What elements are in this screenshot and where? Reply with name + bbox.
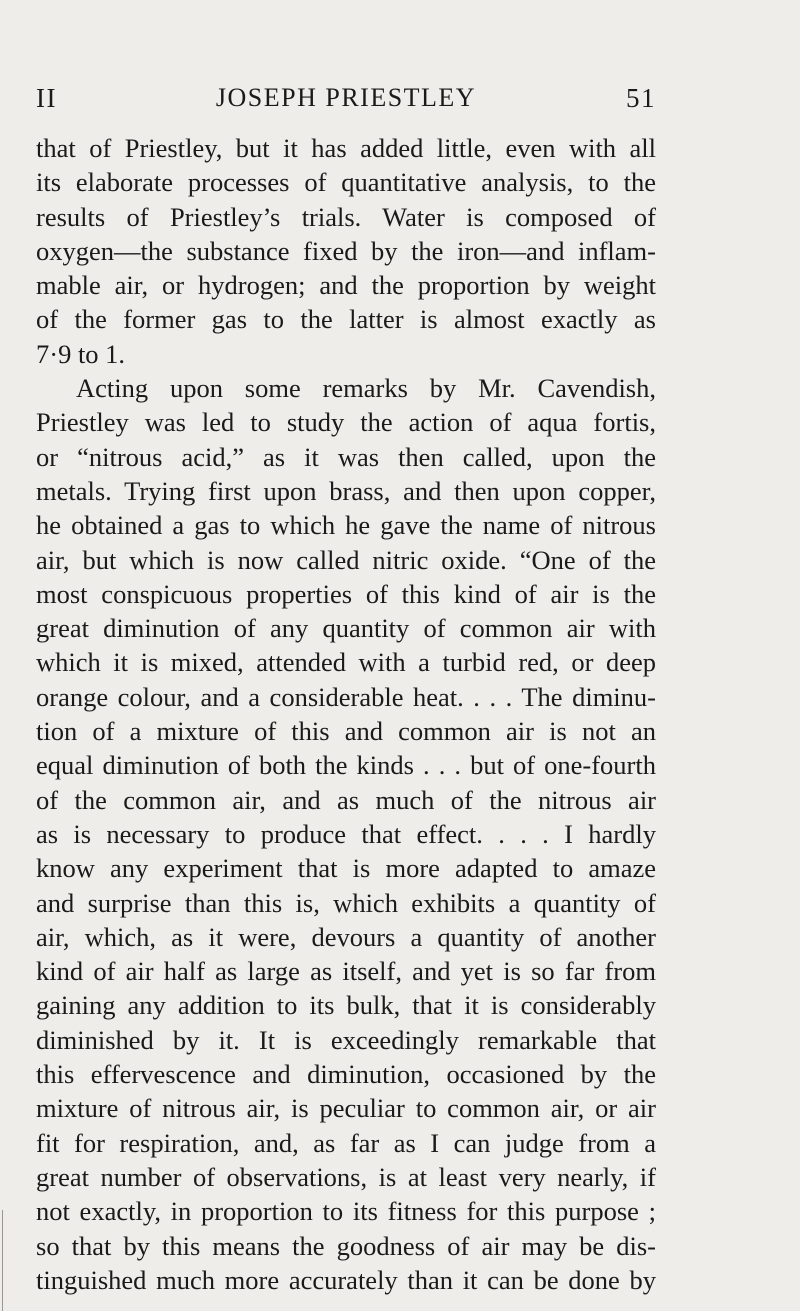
text-line: this effervescence and diminution, occasioned by the (36, 1059, 656, 1090)
text-line: mixture of nitrous air, is peculiar to common air, or air (36, 1093, 656, 1124)
text-line: Priestley was led to study the action of aqua fortis, (36, 407, 656, 438)
text-line: most conspicuous properties of this kind of air is the (36, 578, 656, 609)
text-line: fit for respiration, and, as far as I can judge from a (36, 1127, 656, 1158)
text-line: Acting upon some remarks by Mr. Cavendish, (76, 373, 656, 404)
text-line: or “nitrous acid,” as it was then called, upon the (36, 441, 656, 472)
chapter-number: II (36, 83, 57, 113)
page-edge-line (2, 1210, 3, 1311)
text-line: so that by this means the goodness of air may be dis- (36, 1230, 656, 1261)
text-line: great number of observations, is at least very nearly, if (36, 1161, 656, 1192)
text-line: oxygen—the substance fixed by the iron—and inflam- (36, 235, 656, 266)
text-line: results of Priestley’s trials. Water is composed of (36, 201, 656, 232)
text-line: he obtained a gas to which he gave the name of nitrous (36, 510, 656, 541)
running-title: JOSEPH PRIESTLEY (215, 83, 477, 112)
text-line: and surprise than this is, which exhibits a quantity of (36, 887, 656, 918)
text-line: that of Priestley, but it has added little, even with all (36, 133, 656, 163)
text-line: diminished by it. It is exceedingly remarkable that (36, 1024, 656, 1055)
text-line: metals. Trying first upon brass, and then upon copper, (36, 475, 656, 506)
text-line: of the former gas to the latter is almost exactly as (36, 304, 656, 335)
text-line: tion of a mixture of this and common air is not an (36, 716, 656, 747)
text-line: which it is mixed, attended with a turbid red, or deep (36, 647, 656, 678)
text-line: know any experiment that is more adapted to amaze (36, 853, 656, 884)
text-line: its elaborate processes of quantitative analysis, to the (36, 167, 656, 198)
text-line: tinguished much more accurately than it can be done by (36, 1264, 656, 1295)
text-line: of the common air, and as much of the nitrous air (36, 784, 656, 815)
body-text (36, 131, 656, 1297)
running-head (36, 83, 656, 117)
text-line: air, which, as it were, devours a quantity of another (36, 921, 656, 952)
text-line: great diminution of any quantity of common air with (36, 613, 656, 644)
text-line: orange colour, and a considerable heat. . . . The diminu- (36, 681, 656, 712)
text-line: air, but which is now called nitric oxide. “One of the (36, 544, 656, 575)
text-line: 7·9 to 1. (36, 338, 126, 369)
page-number: 51 (626, 83, 656, 113)
text-line: mable air, or hydrogen; and the proportion by weight (36, 270, 656, 301)
text-line: not exactly, in proportion to its fitness for this purpose ; (36, 1196, 656, 1227)
text-line: gaining any addition to its bulk, that it is considerably (36, 990, 656, 1021)
text-line: equal diminution of both the kinds . . . but of one-fourth (36, 750, 656, 781)
text-line: kind of air half as large as itself, and yet is so far from (36, 956, 656, 987)
text-line: as is necessary to produce that effect. . . . I hardly (36, 818, 656, 849)
